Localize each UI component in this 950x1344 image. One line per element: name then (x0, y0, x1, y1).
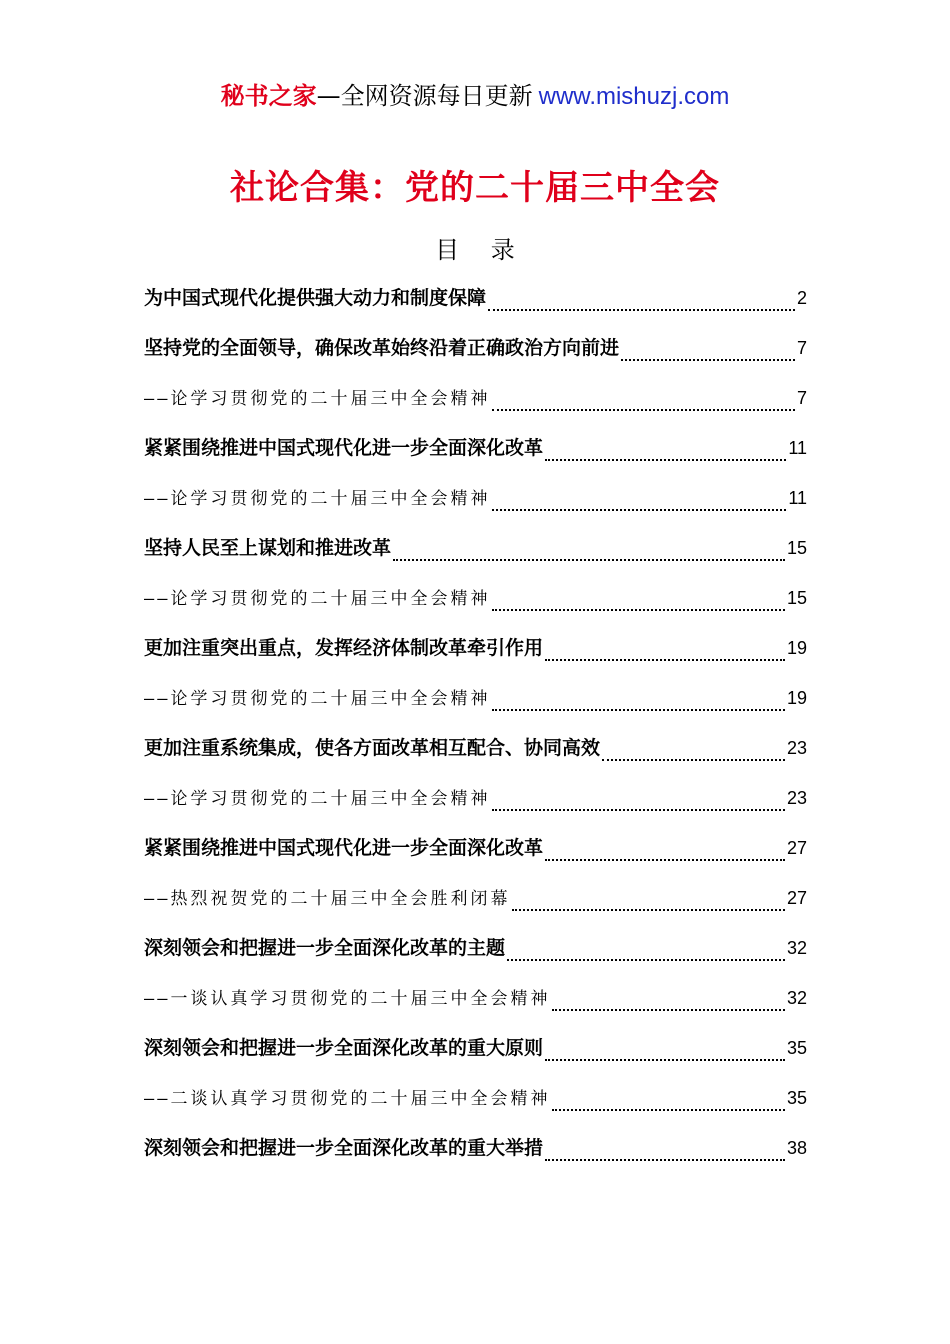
toc-page-number: 7 (796, 338, 807, 358)
toc-entry-title: ——论学习贯彻党的二十届三中全会精神 (144, 589, 491, 609)
toc-subtitle-entry[interactable] (144, 373, 807, 423)
toc-entry-title: 深刻领会和把握进一步全面深化改革的重大举措 (144, 1137, 544, 1159)
toc-dot-leader (488, 309, 795, 311)
toc-page-number: 38 (786, 1138, 807, 1158)
toc-dot-leader (545, 459, 786, 461)
toc-dot-leader (552, 1109, 784, 1111)
toc-entry-title: ——论学习贯彻党的二十届三中全会精神 (144, 489, 491, 509)
brand-name: 秘书之家 (220, 82, 317, 110)
toc-entry-title: ——热烈祝贺党的二十届三中全会胜利闭幕 (144, 889, 511, 909)
toc-entry-title: ——一谈认真学习贯彻党的二十届三中全会精神 (144, 989, 551, 1009)
toc-entry[interactable] (144, 623, 807, 673)
toc-page-number: 11 (788, 488, 807, 508)
toc-page-number: 35 (786, 1088, 807, 1108)
toc-entry[interactable] (144, 523, 807, 573)
toc-dot-leader (492, 509, 786, 511)
table-of-contents (144, 273, 807, 1173)
toc-subtitle-entry[interactable] (144, 1073, 807, 1123)
toc-page-number: 2 (796, 288, 807, 308)
toc-dot-leader (507, 959, 785, 961)
toc-dot-leader (545, 859, 785, 861)
toc-entry-title: 深刻领会和把握进一步全面深化改革的重大原则 (144, 1037, 544, 1059)
toc-entry-title: ——论学习贯彻党的二十届三中全会精神 (144, 789, 491, 809)
toc-entry-title: ——二谈认真学习贯彻党的二十届三中全会精神 (144, 1089, 551, 1109)
toc-entry-title: 更加注重突出重点，发挥经济体制改革牵引作用 (144, 637, 544, 659)
toc-dot-leader (492, 809, 784, 811)
toc-entry[interactable] (144, 323, 807, 373)
toc-subtitle-entry[interactable] (144, 873, 807, 923)
toc-entry[interactable] (144, 823, 807, 873)
toc-entry-title: ——论学习贯彻党的二十届三中全会精神 (144, 689, 491, 709)
toc-entry-title: 坚持党的全面领导，确保改革始终沿着正确政治方向前进 (144, 337, 620, 359)
toc-entry-title: 更加注重系统集成，使各方面改革相互配合、协同高效 (144, 737, 601, 759)
document-title: 社论合集：党的二十届三中全会 (230, 168, 720, 208)
toc-entry-title: 坚持人民至上谋划和推进改革 (144, 537, 392, 559)
toc-dot-leader (621, 359, 795, 361)
toc-dot-leader (492, 709, 784, 711)
toc-dot-leader (545, 659, 785, 661)
toc-entry[interactable] (144, 723, 807, 773)
toc-entry[interactable] (144, 273, 807, 323)
toc-dot-leader (552, 1009, 784, 1011)
toc-subtitle-entry[interactable] (144, 673, 807, 723)
toc-page-number: 27 (786, 838, 807, 858)
toc-page-number: 15 (786, 588, 807, 608)
toc-entry[interactable] (144, 923, 807, 973)
site-header (0, 78, 950, 115)
toc-page-number: 27 (786, 888, 807, 908)
toc-subtitle-entry[interactable] (144, 773, 807, 823)
toc-entry[interactable] (144, 1123, 807, 1173)
toc-page-number: 15 (786, 538, 807, 558)
toc-page-number: 32 (786, 938, 807, 958)
site-url-link[interactable]: www.mishuzj.com (538, 83, 730, 110)
toc-dot-leader (512, 909, 784, 911)
toc-entry-title: 为中国式现代化提供强大动力和制度保障 (144, 287, 487, 309)
toc-entry[interactable] (144, 1023, 807, 1073)
toc-page-number: 32 (786, 988, 807, 1008)
header-tagline: —全网资源每日更新 (316, 82, 533, 110)
toc-page-number: 23 (786, 738, 807, 758)
toc-dot-leader (393, 559, 785, 561)
toc-dot-leader (545, 1059, 785, 1061)
toc-page-number: 19 (786, 638, 807, 658)
toc-entry-title: 紧紧围绕推进中国式现代化进一步全面深化改革 (144, 437, 544, 459)
toc-subtitle-entry[interactable] (144, 573, 807, 623)
toc-heading: 目 录 (435, 236, 527, 264)
toc-subtitle-entry[interactable] (144, 473, 807, 523)
toc-page-number: 7 (796, 388, 807, 408)
toc-page-number: 35 (786, 1038, 807, 1058)
toc-dot-leader (545, 1159, 785, 1161)
toc-subtitle-entry[interactable] (144, 973, 807, 1023)
toc-dot-leader (602, 759, 785, 761)
toc-page-number: 23 (786, 788, 807, 808)
toc-entry-title: 深刻领会和把握进一步全面深化改革的主题 (144, 937, 506, 959)
toc-dot-leader (492, 409, 795, 411)
toc-page-number: 11 (788, 438, 807, 458)
toc-entry-title: 紧紧围绕推进中国式现代化进一步全面深化改革 (144, 837, 544, 859)
toc-entry-title: ——论学习贯彻党的二十届三中全会精神 (144, 389, 491, 409)
toc-entry[interactable] (144, 423, 807, 473)
toc-page-number: 19 (786, 688, 807, 708)
toc-dot-leader (492, 609, 784, 611)
